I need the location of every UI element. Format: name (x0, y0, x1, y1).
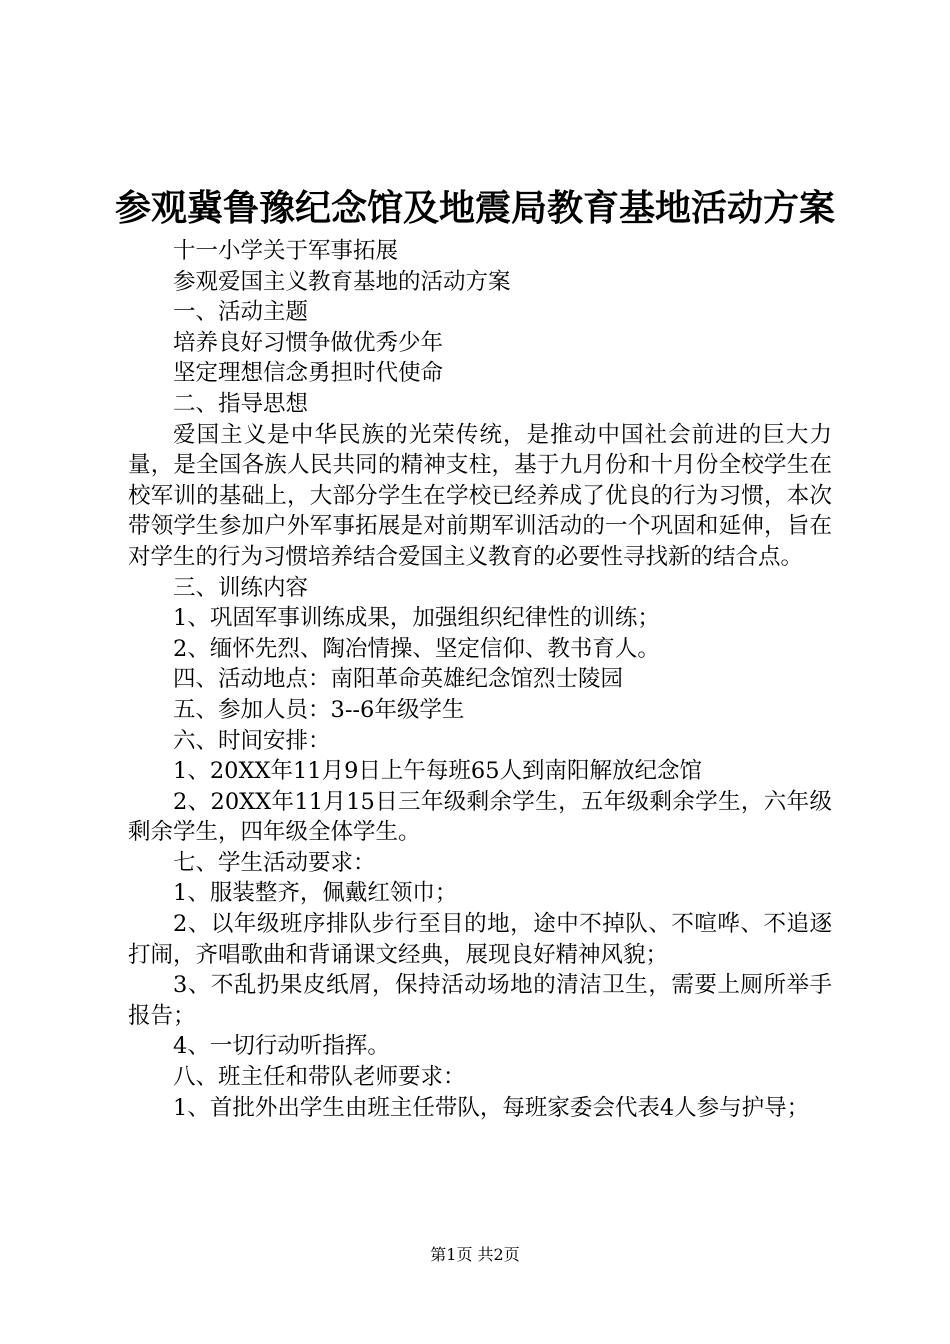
paragraph: 培养良好习惯争做优秀少年 (173, 329, 444, 356)
list-item: 1、巩固军事训练成果，加强组织纪律性的训练； (173, 605, 660, 632)
paragraph: 参观爱国主义教育基地的活动方案 (173, 268, 511, 295)
paragraph: 坚定理想信念勇担时代使命 (173, 360, 444, 387)
list-item: 2、20XX年11月15日三年级剩余学生，五年级剩余学生，六年级剩余学生，四年级全体学生。 (128, 788, 832, 846)
list-item: 4、一切行动听指挥。 (173, 1033, 390, 1060)
section-heading: 五、参加人员：3--6年级学生 (173, 696, 465, 723)
list-item: 1、服装整齐，佩戴红领巾； (173, 880, 458, 907)
page-footer: 第1页 共2页 (430, 1245, 520, 1264)
list-item: 2、缅怀先烈、陶冶情操、坚定信仰、教书育人。 (173, 635, 660, 662)
section-heading: 二、指导思想 (173, 390, 309, 417)
section-heading: 八、班主任和带队老师要求： (173, 1064, 466, 1091)
list-item: 1、20XX年11月9日上午每班65人到南阳解放纪念馆 (173, 758, 703, 785)
section-heading: 七、学生活动要求： (173, 849, 376, 876)
paragraph: 十一小学关于军事拓展 (173, 238, 399, 264)
section-heading: 六、时间安排： (173, 727, 331, 754)
section-heading: 三、训练内容 (173, 574, 309, 601)
list-item: 3、不乱扔果皮纸屑，保持活动场地的清洁卫生，需要上厕所举手报告； (128, 972, 832, 1029)
list-item: 2、以年级班序排队步行至目的地，途中不掉队、不喧哗、不追逐打闹，齐唱歌曲和背诵课文经典，展现良好精神风貌； (128, 911, 832, 968)
document-title: 参观冀鲁豫纪念馆及地震局教育基地活动方案 (114, 188, 835, 229)
document-body (128, 236, 832, 1123)
list-item: 1、首批外出学生由班主任带队，每班家委会代表4人参与护导； (173, 1094, 810, 1121)
paragraph: 爱国主义是中华民族的光荣传统，是推动中国社会前进的巨大力量，是全国各族人民共同的精神支柱，基于九月份和十月份全校学生在校军训的基础上，大部分学生在学校已经养成了优良的行为习惯，本次带领学生参加户外军事拓展是对前期军训活动的一个巩固和延伸，旨在对学生的行为习惯培养结合爱国主义教育的必要性寻找新的结合点。 (128, 421, 832, 570)
section-heading: 四、活动地点：南阳革命英雄纪念馆烈士陵园 (173, 666, 624, 693)
section-heading: 一、活动主题 (173, 299, 309, 326)
